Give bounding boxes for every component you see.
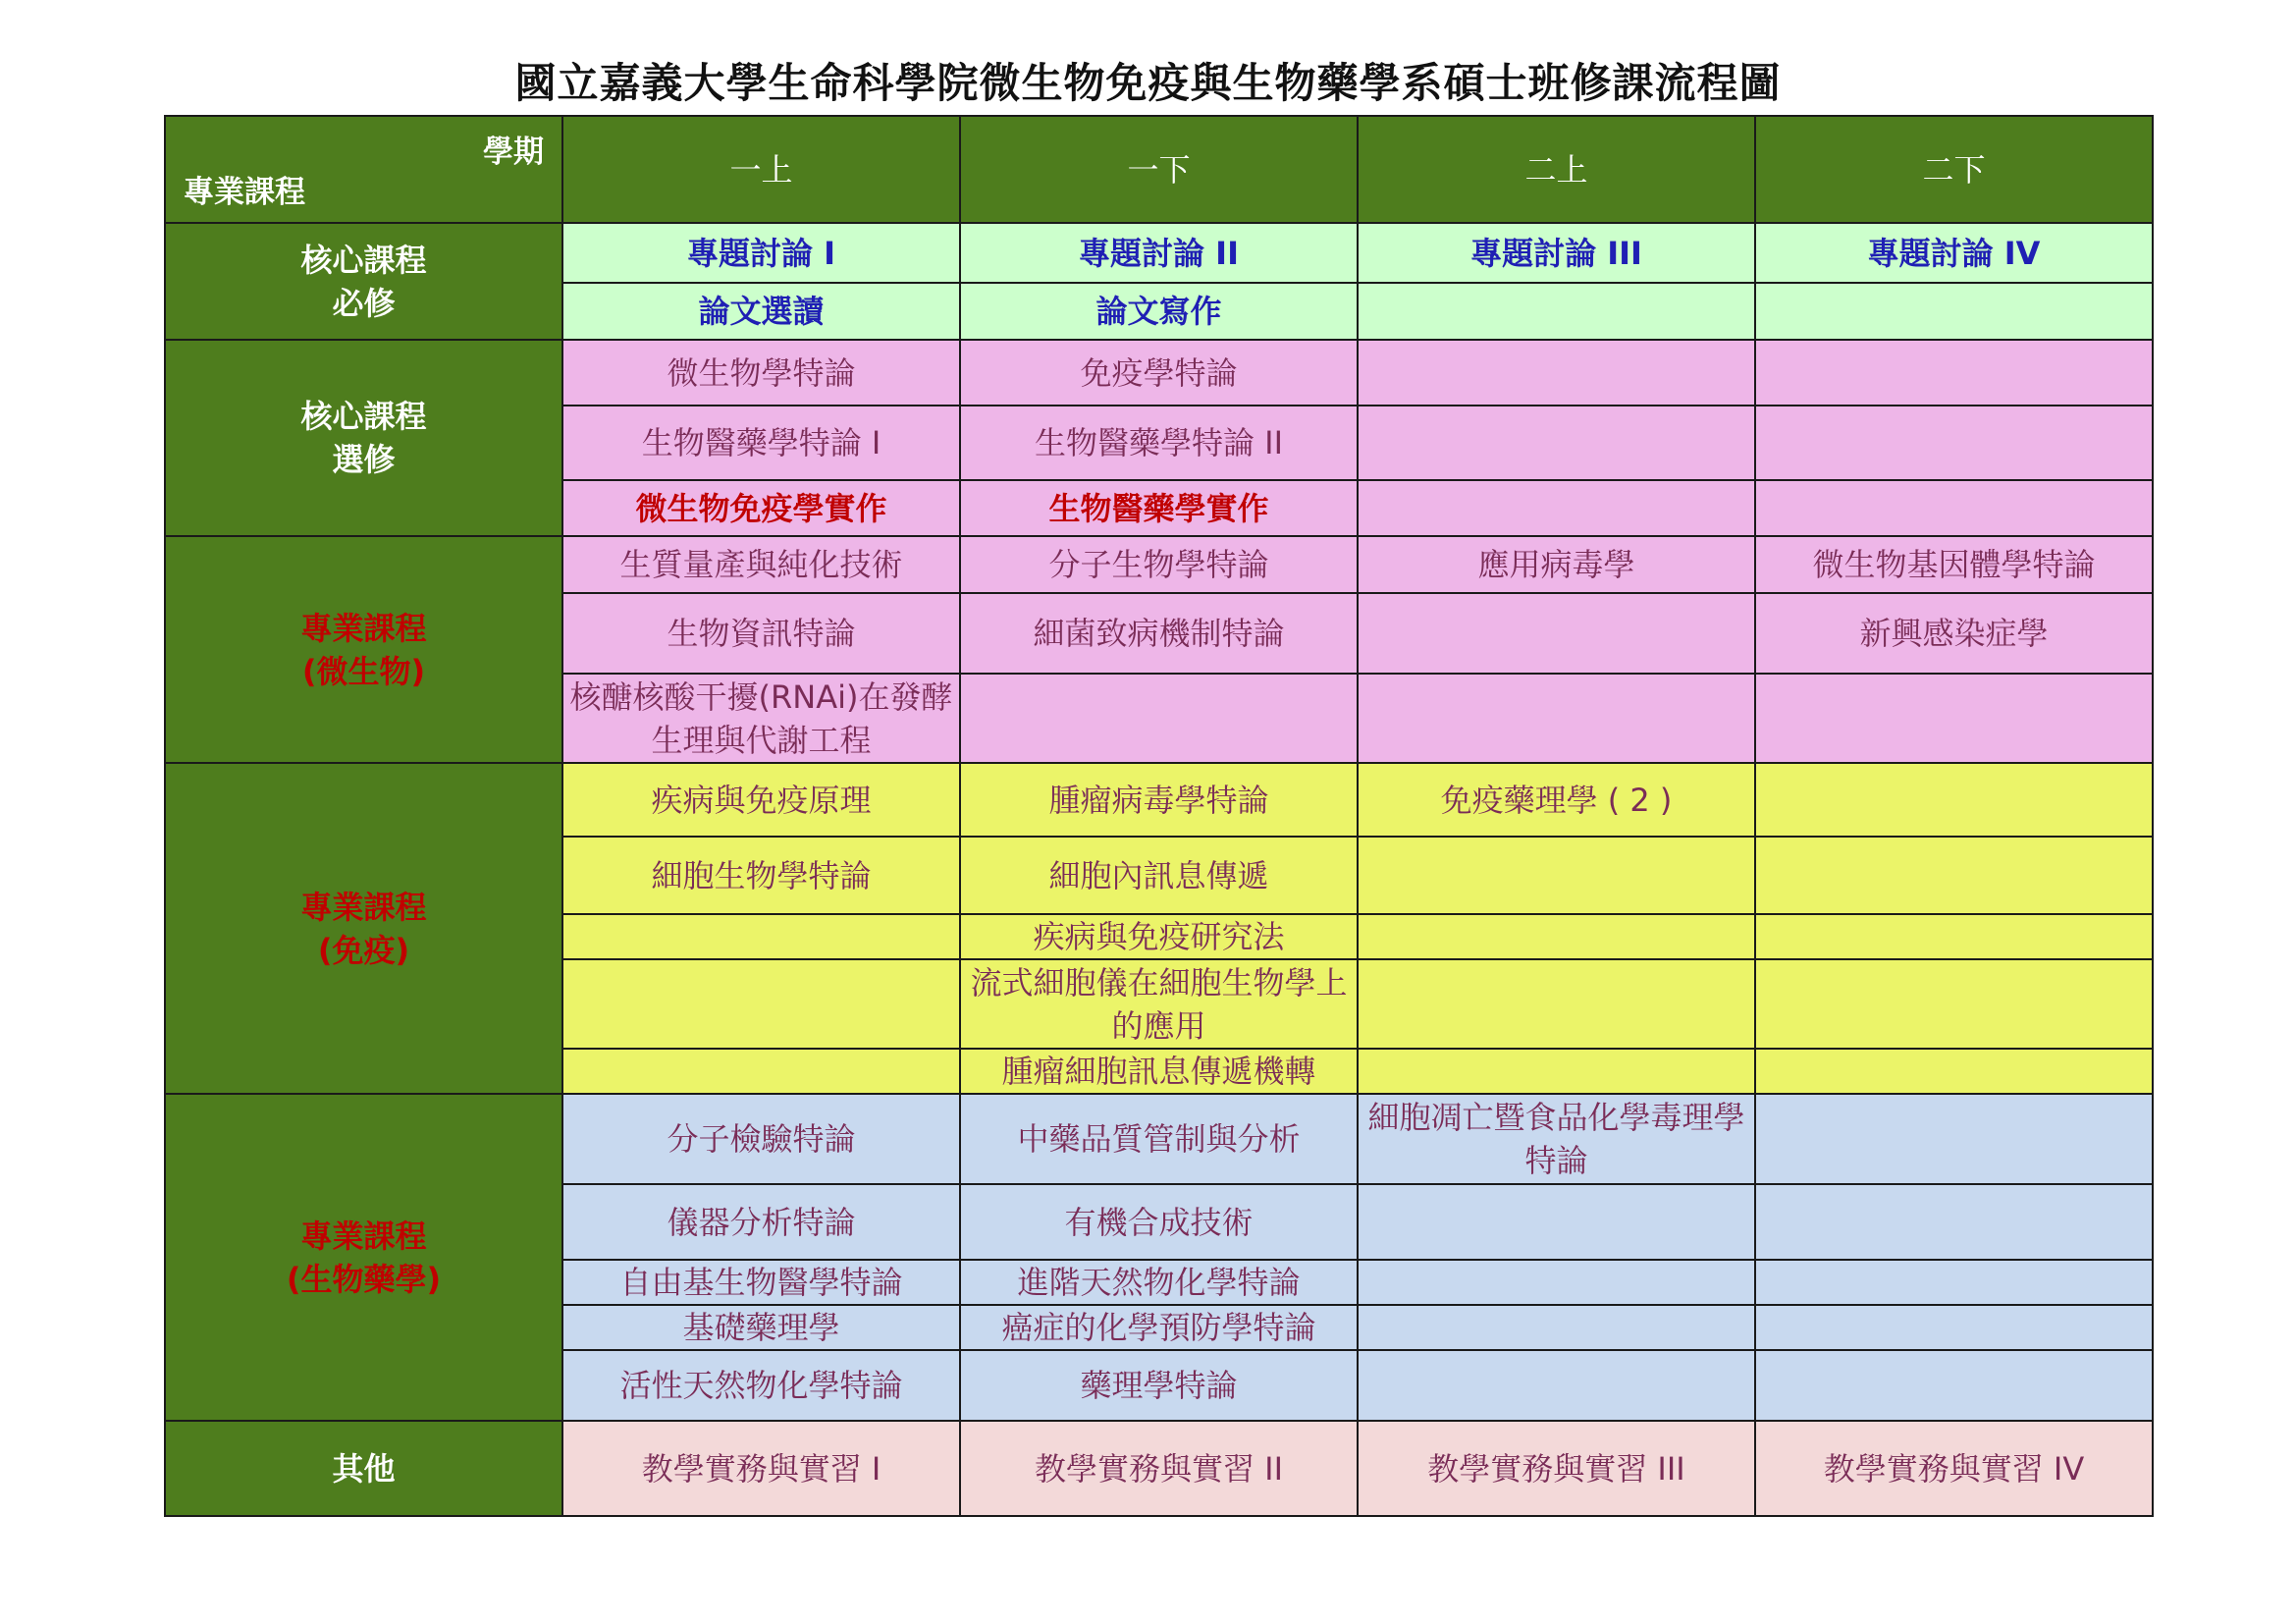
course-cell: 藥理學特論 [960,1350,1358,1421]
course-cell: 專題討論 III [1358,223,1755,283]
course-cell [1755,1350,2153,1421]
course-cell [1358,837,1755,914]
category-label-line: (微生物) [301,652,426,690]
course-cell [1755,674,2153,763]
course-cell: 專題討論 I [562,223,960,283]
course-cell [1755,1049,2153,1094]
header-row [165,116,2153,223]
course-cell: 有機合成技術 [960,1184,1358,1260]
course-cell [1755,837,2153,914]
course-cell: 免疫藥理學 ( 2 ) [1358,763,1755,837]
category-label-line: 專業課程 [300,1217,427,1255]
page-title: 國立嘉義大學生命科學院微生物免疫與生物藥學系碩士班修課流程圖 [514,59,1782,107]
table-row [165,1094,2153,1184]
course-cell: 教學實務與實習 IV [1755,1421,2153,1516]
course-cell: 疾病與免疫研究法 [960,914,1358,959]
category-label-line: (免疫) [317,931,410,969]
table-row [165,536,2153,593]
course-cell: 微生物基因體學特論 [1755,536,2153,593]
course-cell [1755,959,2153,1049]
category-label-line: 核心課程 [300,241,427,279]
category-label-core-elective [165,340,562,536]
course-cell: 細胞內訊息傳遞 [960,837,1358,914]
course-cell [1755,340,2153,406]
course-cell: 生物醫藥學實作 [960,480,1358,536]
category-label-line: (生物藥學) [286,1260,442,1298]
course-cell: 疾病與免疫原理 [562,763,960,837]
semester-axis-label: 學期 [483,135,544,170]
course-cell: 論文選讀 [562,283,960,340]
category-label-micro [165,536,562,763]
category-label-line: 必修 [332,284,396,322]
table-row [165,763,2153,837]
category-label-line: 選修 [332,441,396,478]
course-cell: 生質量產與純化技術 [562,536,960,593]
course-cell [1755,1094,2153,1184]
category-label-core-required [165,223,562,340]
semester-header: 一上 [562,116,960,223]
course-cell [1755,480,2153,536]
course-cell: 教學實務與實習 I [562,1421,960,1516]
course-cell: 教學實務與實習 II [960,1421,1358,1516]
course-cell [1358,340,1755,406]
course-cell: 腫瘤細胞訊息傳遞機轉 [960,1049,1358,1094]
course-cell [1755,406,2153,480]
semester-header: 二下 [1755,116,2153,223]
course-cell: 新興感染症學 [1755,593,2153,674]
course-cell: 細胞生物學特論 [562,837,960,914]
category-label-immune [165,763,562,1094]
course-cell: 免疫學特論 [960,340,1358,406]
course-cell [1358,1184,1755,1260]
course-cell: 專題討論 IV [1755,223,2153,283]
course-cell [1755,1260,2153,1305]
course-axis-label: 專業課程 [184,175,305,210]
course-cell [1755,283,2153,340]
course-cell: 活性天然物化學特論 [562,1350,960,1421]
course-cell [960,674,1358,763]
course-cell: 生物醫藥學特論 I [562,406,960,480]
category-label-pharma [165,1094,562,1421]
course-cell: 微生物學特論 [562,340,960,406]
corner-cell [165,116,562,223]
course-cell: 生物資訊特論 [562,593,960,674]
course-cell: 儀器分析特論 [562,1184,960,1260]
course-cell: 流式細胞儀在細胞生物學上的應用 [960,959,1358,1049]
course-cell: 分子檢驗特論 [562,1094,960,1184]
category-label-line: 專業課程 [300,609,427,647]
category-label-line: 專業課程 [300,888,427,926]
course-cell [562,1049,960,1094]
course-cell: 癌症的化學預防學特論 [960,1305,1358,1350]
curriculum-table [164,115,2154,1517]
course-cell [1358,480,1755,536]
course-cell [1358,1260,1755,1305]
course-cell: 生物醫藥學特論 II [960,406,1358,480]
course-cell [1358,593,1755,674]
course-cell [1358,1049,1755,1094]
course-cell: 進階天然物化學特論 [960,1260,1358,1305]
course-cell: 微生物免疫學實作 [562,480,960,536]
course-cell: 基礎藥理學 [562,1305,960,1350]
course-cell: 細菌致病機制特論 [960,593,1358,674]
course-cell [562,959,960,1049]
semester-header: 一下 [960,116,1358,223]
course-cell [1358,914,1755,959]
course-cell: 細胞凋亡暨食品化學毒理學特論 [1358,1094,1755,1184]
table-row [165,340,2153,406]
course-cell: 論文寫作 [960,283,1358,340]
course-cell [1755,1305,2153,1350]
semester-header: 二上 [1358,116,1755,223]
course-cell: 核醣核酸干擾(RNAi)在發酵生理與代謝工程 [562,674,960,763]
course-cell [1358,674,1755,763]
course-cell [1358,406,1755,480]
course-cell [1358,1350,1755,1421]
course-cell: 教學實務與實習 III [1358,1421,1755,1516]
course-cell [1755,914,2153,959]
course-cell [1358,959,1755,1049]
course-cell [562,914,960,959]
table-row [165,1421,2153,1516]
course-cell: 分子生物學特論 [960,536,1358,593]
category-label-line: 核心課程 [300,398,427,435]
course-cell: 中藥品質管制與分析 [960,1094,1358,1184]
course-cell: 專題討論 II [960,223,1358,283]
table-row [165,223,2153,283]
category-label-other: 其他 [165,1421,562,1516]
course-cell [1755,1184,2153,1260]
course-cell: 腫瘤病毒學特論 [960,763,1358,837]
course-cell [1755,763,2153,837]
course-cell: 應用病毒學 [1358,536,1755,593]
course-cell [1358,283,1755,340]
course-cell [1358,1305,1755,1350]
course-cell: 自由基生物醫學特論 [562,1260,960,1305]
